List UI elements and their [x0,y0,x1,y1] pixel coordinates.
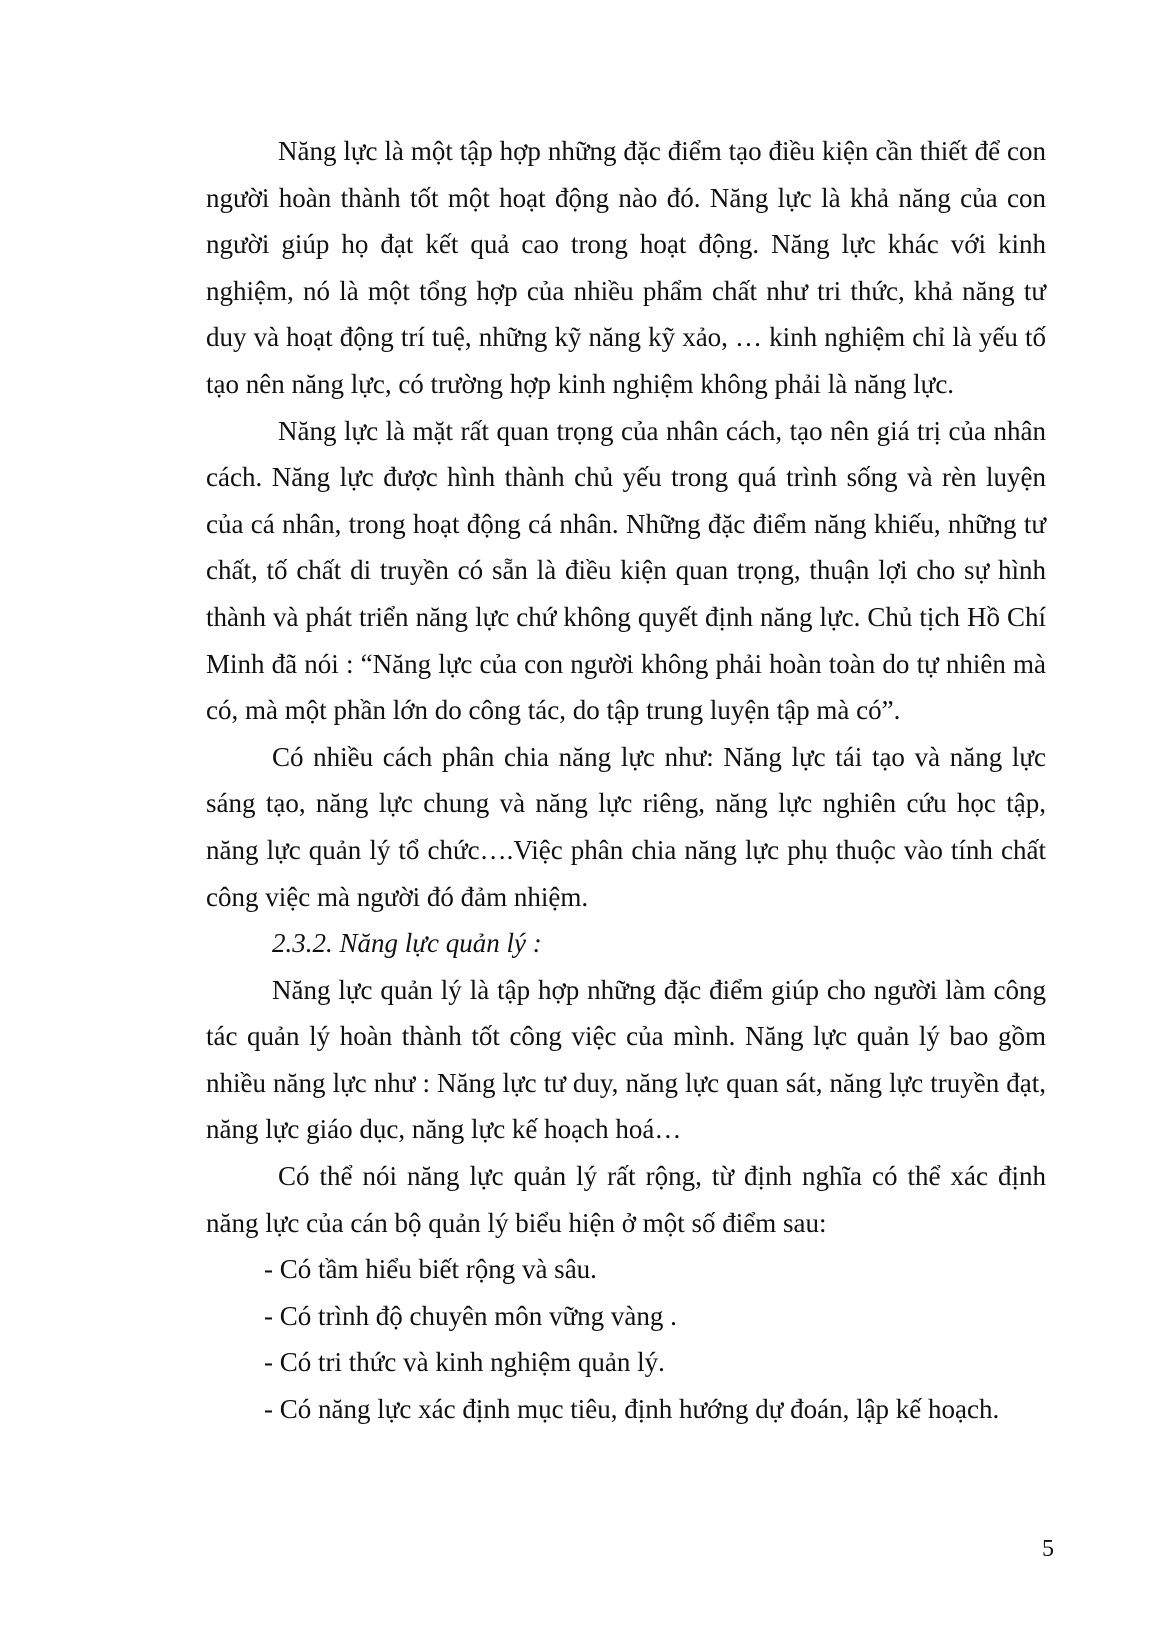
paragraph: Năng lực là một tập hợp những đặc điểm tạo điều kiện cần thiết để con người hoàn thành tốt một hoạt động nào đó. Năng lực là khả năng của con người giúp họ đạt kết quả cao trong hoạt động. Năng lực khác với kinh nghiệm, nó là một tổng hợp của nhiều phẩm chất như tri thức, khả năng tư duy và hoạt động trí tuệ, những kỹ năng kỹ xảo, … kinh nghiệm chỉ là yếu tố tạo nên năng lực, có trường hợp kinh nghiệm không phải là năng lực. [206,136,1046,399]
page-number: 5 [1042,1536,1054,1562]
list-item: - Có tầm hiểu biết rộng và sâu. [264,1254,597,1285]
section-heading: 2.3.2. Năng lực quản lý : [272,928,542,959]
list-item: - Có năng lực xác định mục tiêu, định hướng dự đoán, lập kế hoạch. [264,1394,1000,1425]
list-item: - Có trình độ chuyên môn vững vàng . [264,1300,677,1331]
bullet-list [206,1246,1046,1432]
document-page [206,128,1046,1433]
list-item: - Có tri thức và kinh nghiệm quản lý. [264,1347,665,1378]
paragraph: Năng lực quản lý là tập hợp những đặc điểm giúp cho người làm công tác quản lý hoàn thành tốt công việc của mình. Năng lực quản lý bao gồm nhiều năng lực như : Năng lực tư duy, năng lực quan sát, năng lực truyền đạt, năng lực giáo dục, năng lực kế hoạch hoá… [206,974,1046,1145]
paragraph: Có nhiều cách phân chia năng lực như: Năng lực tái tạo và năng lực sáng tạo, năng lực chung và năng lực riêng, năng lực nghiên cứu học tập, năng lực quản lý tổ chức….Việc phân chia năng lực phụ thuộc vào tính chất công việc mà người đó đảm nhiệm. [206,741,1046,912]
paragraph: Năng lực là mặt rất quan trọng của nhân cách, tạo nên giá trị của nhân cách. Năng lực được hình thành chủ yếu trong quá trình sống và rèn luyện của cá nhân, trong hoạt động cá nhân. Những đặc điểm năng khiếu, những tư chất, tố chất di truyền có sẵn là điều kiện quan trọng, thuận lợi cho sự hình thành và phát triển năng lực chứ không quyết định năng lực. Chủ tịch Hồ Chí Minh đã nói : “Năng lực của con người không phải hoàn toàn do tự nhiên mà có, mà một phần lớn do công tác, do tập trung luyện tập mà có”. [206,415,1046,726]
paragraph: Có thể nói năng lực quản lý rất rộng, từ định nghĩa có thể xác định năng lực của cán bộ quản lý biểu hiện ở một số điểm sau: [206,1161,1046,1238]
